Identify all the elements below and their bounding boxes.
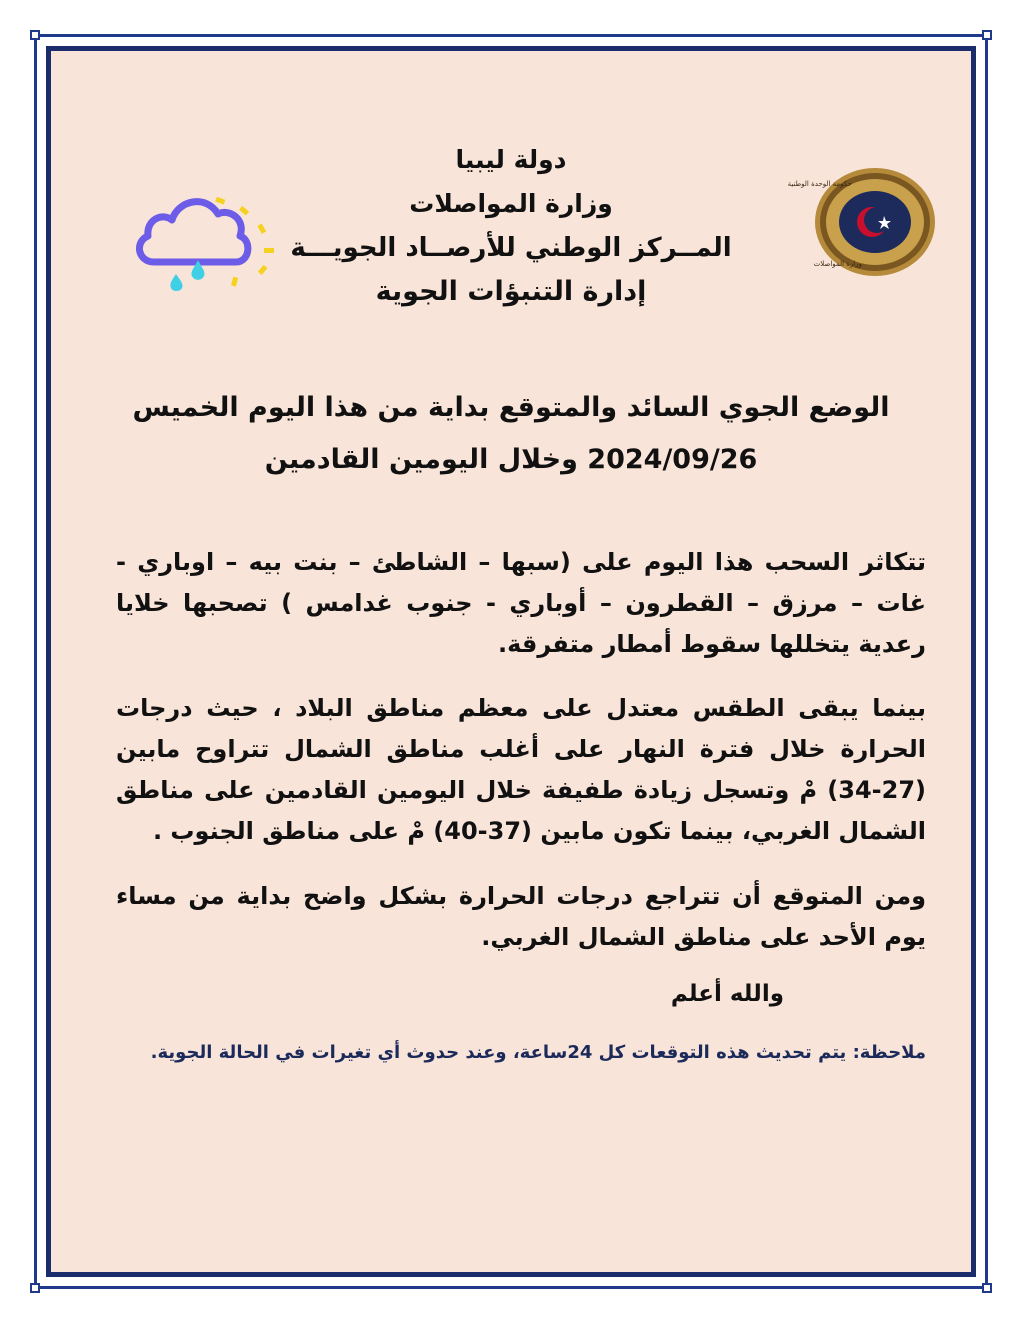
border-corner (982, 30, 992, 40)
letterhead (46, 138, 976, 314)
forecast-paragraph-temperature: بينما يبقى الطقس معتدل على معظم مناطق البلاد ، حيث درجات الحرارة خلال فترة النهار على أغلب مناطق الشمال تتراوح مابين (27-34) مْ وتسجل زيادة طفيفة خلال اليومين القادمين على مناطق الشمال الغربي، بينما تكون مابين (37-40) مْ على مناطق الجنوب . (116, 694, 926, 845)
forecast-paragraph-outlook: ومن المتوقع أن تتراجع درجات الحرارة بشكل واضح بداية من مساء يوم الأحد على مناطق الشمال الغربي. (116, 882, 926, 951)
update-note: ملاحظة: يتم تحديث هذه التوقعات كل 24ساعة، وعند حدوث أي تغيرات في الحالة الجوية. (150, 1042, 926, 1063)
border-corner (30, 1283, 40, 1293)
emblem-ring-text: حكومة الوحدة الوطنية (787, 180, 852, 188)
center-name: المــركز الوطني للأرصــاد الجويـــة (290, 233, 732, 263)
department-name: إدارة التنبؤات الجوية (375, 276, 647, 307)
title-line-2: 2024/09/26 وخلال اليومين القادمين (264, 444, 758, 475)
forecast-paragraph-clouds: تتكاثر السحب هذا اليوم على (سبها – الشاطئ – بنت بيه – اوباري - غات – مرزق – القطرون – أوباري - جنوب غدامس ) تصحبها خلايا رعدية يتخللها سقوط أمطار متفرقة. (116, 548, 926, 658)
title-line-1: الوضع الجوي السائد والمتوقع بداية من هذا اليوم الخميس (132, 392, 890, 423)
svg-text:وزارة المواصلات: وزارة المواصلات (813, 260, 862, 268)
ministry-name: وزارة المواصلات (409, 189, 613, 218)
forecast-title (46, 382, 976, 486)
border-corner (30, 30, 40, 40)
border-corner (982, 1283, 992, 1293)
state-name: دولة ليبيا (455, 145, 567, 174)
document-content (46, 46, 976, 1277)
closing-phrase: والله أعلم (670, 981, 784, 1007)
